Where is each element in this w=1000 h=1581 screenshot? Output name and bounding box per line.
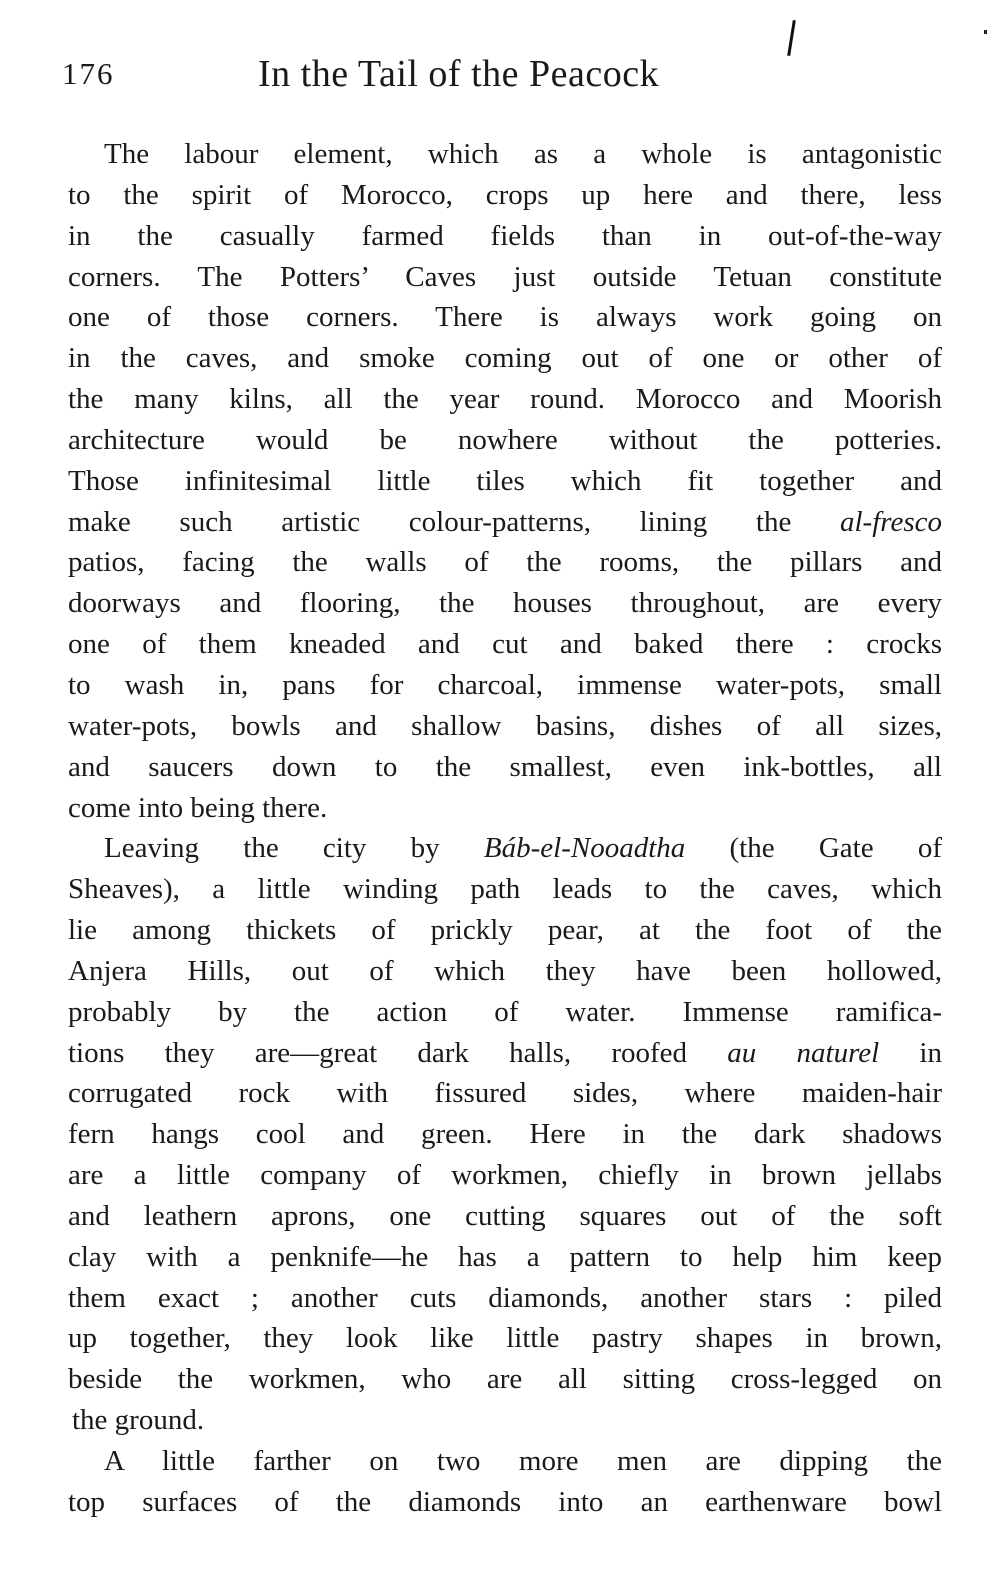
text-line: A little farther on two more men are dipping the [104,1445,942,1477]
text-line: make such artistic colour-patterns, lining the al-fresco [68,505,942,538]
text-line: Leaving the city by Báb-el-Nooadtha (the Gate of [104,832,942,865]
text-line: them exact ; another cuts diamonds, another stars : piled [68,1281,942,1314]
text-line: probably by the action of water. Immense ramifica- [68,995,942,1028]
text-line: and leathern aprons, one cutting squares out of the soft [68,1199,942,1232]
text-line: lie among thickets of prickly pear, at the foot of the [68,914,942,947]
text-line: Those infinitesimal little tiles which fit together and [68,464,942,497]
text-line: top surfaces of the diamonds into an earthenware bowl [68,1485,942,1518]
text-line: in the caves, and smoke coming out of one or other of [68,342,942,375]
text-line: up together, they look like little pastry shapes in brown, [68,1322,942,1355]
text-line: in the casually farmed fields than in out-of-the-way [68,219,942,252]
text-line: one of them kneaded and cut and baked there : crocks [68,628,942,661]
page-header [62,52,942,102]
text-line: the ground. [72,1404,205,1437]
margin-pencil-mark [787,20,796,56]
body-text [68,134,942,1523]
text-line: doorways and flooring, the houses throughout, are every [68,587,942,620]
text-line: tions they are—great dark halls, roofed au naturel in [68,1036,942,1069]
text-line: and saucers down to the smallest, even ink-bottles, all [68,750,942,783]
text-line: corners. The Potters’ Caves just outside Tetuan constitute [68,260,942,293]
text-line: to the spirit of Morocco, crops up here and there, less [68,178,942,211]
text-line: are a little company of workmen, chiefly in brown jellabs [68,1159,942,1192]
text-line: fern hangs cool and green. Here in the dark shadows [68,1118,942,1151]
italic-phrase: Báb-el-Nooadtha [483,832,686,865]
italic-phrase: al-fresco [839,505,942,538]
text-line: Anjera Hills, out of which they have been hollowed, [68,954,942,987]
text-line: patios, facing the walls of the rooms, the pillars and [68,546,942,579]
text-line: The labour element, which as a whole is antagonistic [104,138,942,170]
text-line: corrugated rock with fissured sides, where maiden-hair [68,1077,942,1110]
italic-phrase: au naturel [727,1036,880,1069]
text-line: clay with a penknife—he has a pattern to help him keep [68,1240,942,1273]
text-line: beside the workmen, who are all sitting cross-legged on [68,1363,942,1396]
running-title: In the Tail of the Peacock [258,53,660,95]
text-line: come into being there. [68,791,328,824]
text-line: Sheaves), a little winding path leads to the caves, which [68,873,942,906]
margin-dot-mark [984,30,987,34]
text-line: water-pots, bowls and shallow basins, dishes of all sizes, [68,709,942,742]
page-number: 176 [62,56,115,91]
text-line: the many kilns, all the year round. Morocco and Moorish [68,383,942,416]
text-line: one of those corners. There is always work going on [68,301,942,334]
text-line: to wash in, pans for charcoal, immense water-pots, small [68,668,942,701]
text-line: architecture would be nowhere without the potteries. [68,423,942,456]
